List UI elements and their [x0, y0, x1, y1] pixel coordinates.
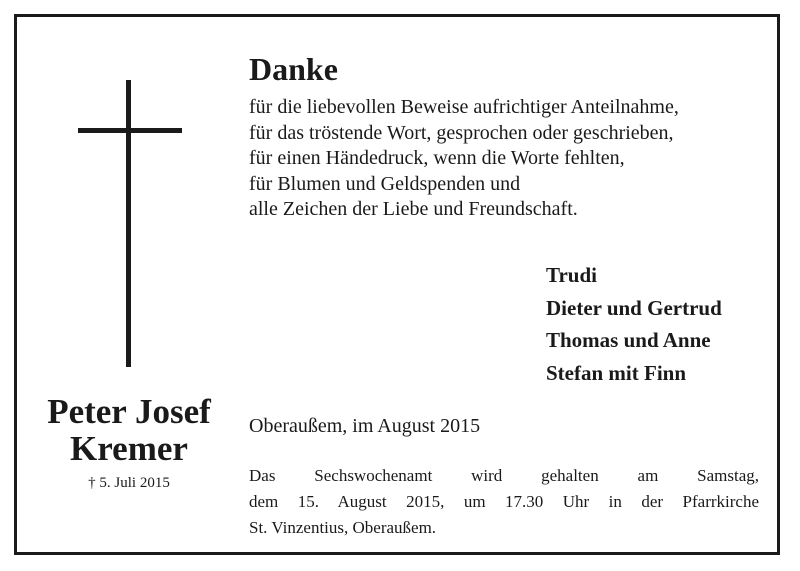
death-date: † 5. Juli 2015 — [88, 475, 170, 491]
gratitude-line: alle Zeichen der Liebe und Freundschaft. — [249, 198, 578, 220]
place-date: Oberaußem, im August 2015 — [249, 415, 481, 437]
deceased-name-line1: Peter Josef — [47, 392, 211, 431]
gratitude-line: für die liebevollen Beweise aufrichtiger Anteilnahme, — [249, 96, 679, 118]
signature-name: Stefan mit Finn — [546, 360, 687, 385]
signatures — [546, 259, 722, 389]
cross-icon — [126, 80, 131, 367]
gratitude-line: für Blumen und Geldspenden und — [249, 172, 521, 195]
notice-heading: Danke — [249, 51, 338, 87]
signature-name: Dieter und Gertrud — [546, 295, 722, 320]
gratitude-line: für das tröstende Wort, gesprochen oder geschrieben, — [249, 121, 674, 144]
deceased-name-line2: Kremer — [70, 429, 188, 468]
deceased-name — [20, 393, 238, 467]
service-line: St. Vinzentius, Oberaußem. — [249, 518, 437, 537]
gratitude-line: für einen Händedruck, wenn die Worte fehlten, — [249, 147, 625, 169]
cross-icon-bar — [78, 128, 182, 133]
signature-name: Trudi — [546, 263, 597, 287]
service-line: Das Sechswochenamt wird gehalten am Samstag, — [249, 466, 759, 485]
service-announcement — [249, 463, 759, 541]
signature-name: Thomas und Anne — [546, 328, 711, 352]
service-line: dem 15. August 2015, um 17.30 Uhr in der Pfarrkirche — [249, 492, 759, 511]
gratitude-text — [249, 95, 789, 223]
